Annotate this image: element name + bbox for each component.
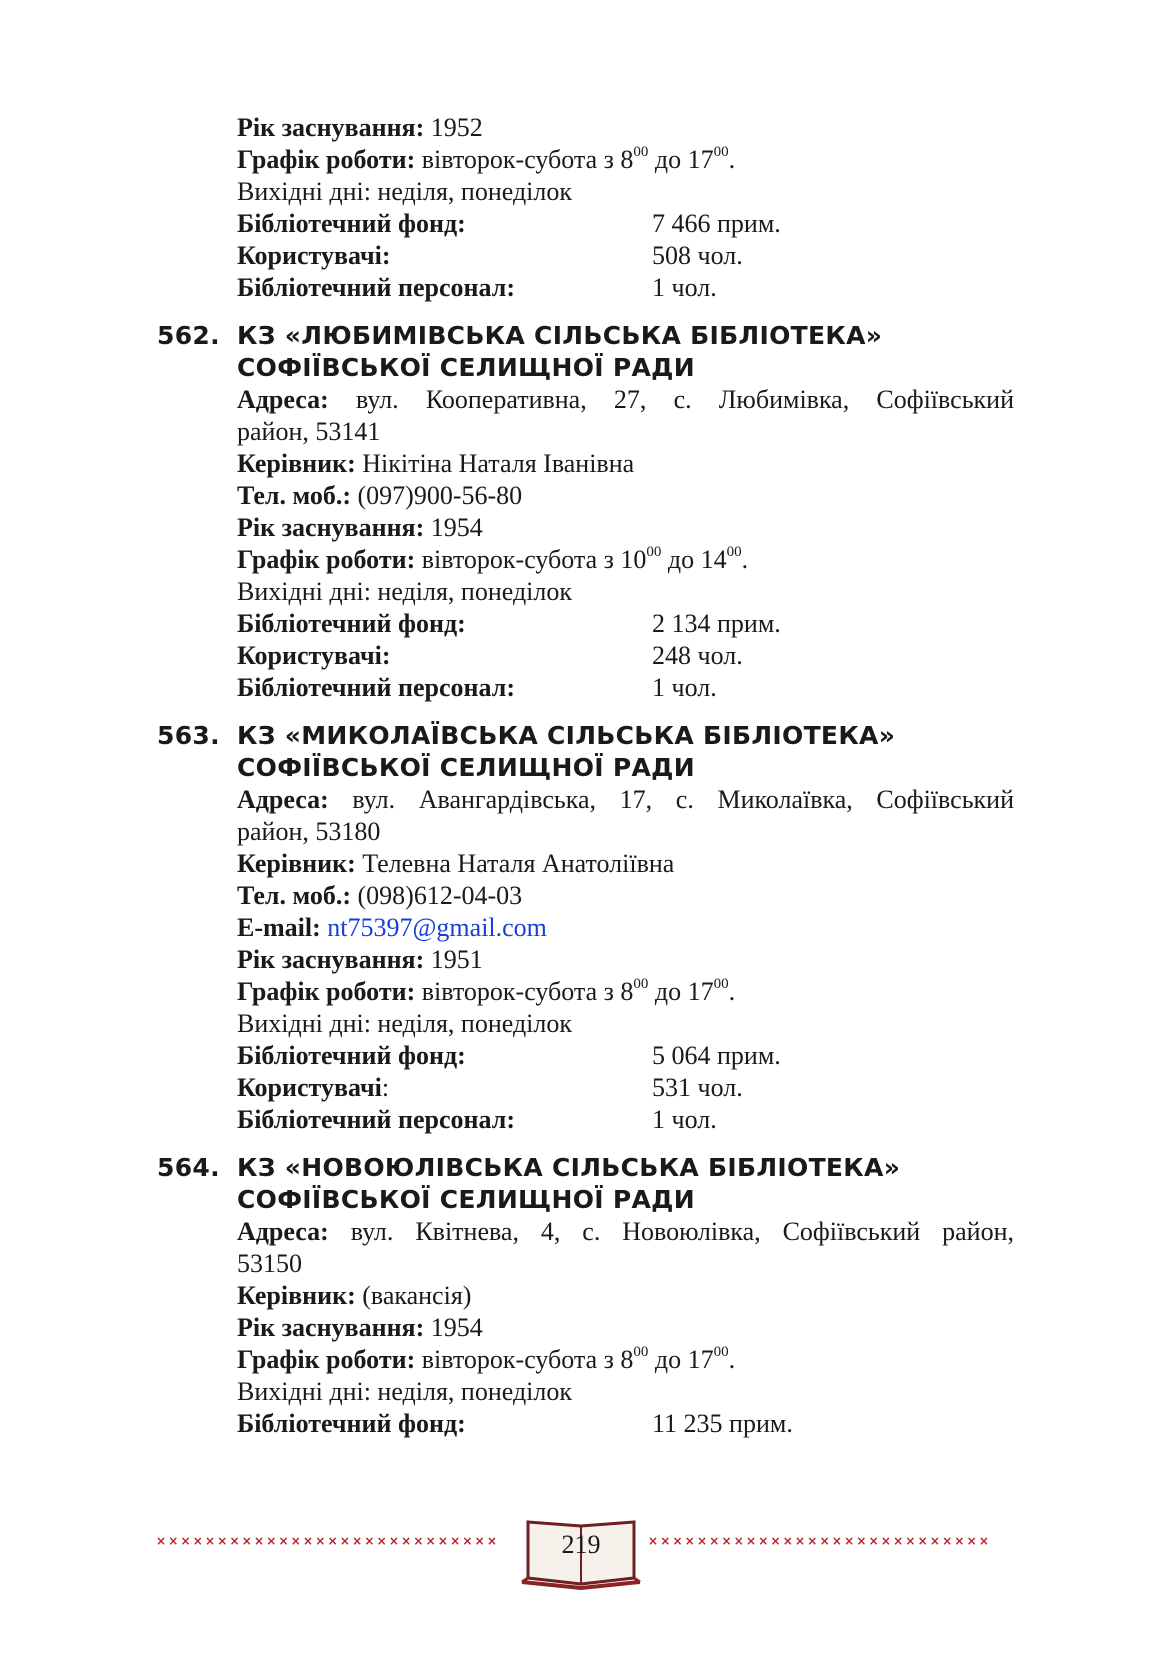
address-block [157,784,1014,848]
head-line: Керівник: Нікітіна Наталя Іванівна [237,449,635,478]
footer-ornament-left: ×××××××××××××××××××××××××××× [156,1534,500,1548]
address-line-2: район, 53180 [237,817,381,846]
days-off-line: Вихідні дні: неділя, понеділок [237,1377,573,1406]
page-number: 219 [561,1530,601,1559]
entry-heading-562-cont: СОФІЇВСЬКОЇ СЕЛИЩНОЇ РАДИ [237,353,695,382]
fund-line: Бібліотечний фонд: 5 064 прим. [237,1041,781,1070]
days-off-line: Вихідні дні: неділя, понеділок [237,1009,573,1038]
head-line: Керівник: Телевна Наталя Анатоліївна [237,849,675,878]
fund-line: Бібліотечний фонд: 11 235 прим. [237,1409,793,1438]
founded-line: Рік заснування: 1954 [237,513,483,542]
address-block [157,1216,1014,1280]
address-block [157,384,1014,448]
address-line-1: Адреса: вул. Квітнева, 4, с. Новоюлівка, Софіївський район, [237,1217,1014,1246]
fund-line: Бібліотечний фонд: 7 466 прим. [237,209,781,238]
footer-ornament-right: ×××××××××××××××××××××××××××× [648,1534,992,1548]
staff-line: Бібліотечний персонал: 1 чол. [237,673,717,702]
staff-line: Бібліотечний персонал: 1 чол. [237,1105,717,1134]
founded-line: Рік заснування: 1952 [237,113,483,142]
address-line-2: 53150 [237,1249,302,1278]
entry-heading-563-cont: СОФІЇВСЬКОЇ СЕЛИЩНОЇ РАДИ [237,753,695,782]
tel-line: Тел. моб.: (097)900-56-80 [237,481,523,510]
entry-heading-564-cont: СОФІЇВСЬКОЇ СЕЛИЩНОЇ РАДИ [237,1185,695,1214]
fund-line: Бібліотечний фонд: 2 134 прим. [237,609,781,638]
founded-line: Рік заснування: 1951 [237,945,483,974]
entry-heading-564: 564. КЗ «НОВОЮЛІВСЬКА СІЛЬСЬКА БІБЛІОТЕКА» [157,1153,901,1182]
staff-line: Бібліотечний персонал: 1 чол. [237,273,717,302]
schedule-line: Графік роботи: вівторок-субота з $8^{00}$ до $17^{00}$. [237,144,736,174]
entry-heading-562: 562. КЗ «ЛЮБИМІВСЬКА СІЛЬСЬКА БІБЛІОТЕКА» [157,321,883,350]
days-off-line: Вихідні дні: неділя, понеділок [237,577,573,606]
users-line: Користувачі: 248 чол. [237,641,743,670]
email-line: E-mail: nt75397@gmail.com [237,913,547,942]
days-off-line: Вихідні дні: неділя, понеділок [237,177,573,206]
entry-heading-563: 563. КЗ «МИКОЛАЇВСЬКА СІЛЬСЬКА БІБЛІОТЕКА» [157,721,896,750]
schedule-line: Графік роботи: вівторок-субота з $8^{00}$ до $17^{00}$. [237,976,736,1006]
address-line-2: район, 53141 [237,417,381,446]
schedule-line: Графік роботи: вівторок-субота з $8^{00}$ до $17^{00}$. [237,1344,736,1374]
schedule-line: Графік роботи: вівторок-субота з $10^{00}$ до $14^{00}$. [237,544,749,574]
users-line: Користувачі: 531 чол. [237,1073,743,1102]
head-line: Керівник: (вакансія) [237,1281,472,1310]
page-footer [0,1512,1170,1592]
address-line-1: Адреса: вул. Кооперативна, 27, с. Любимівка, Софіївський [237,385,1015,414]
address-line-1: Адреса: вул. Авангардівська, 17, с. Миколаївка, Софіївський [237,785,1015,814]
users-line: Користувачі: 508 чол. [237,241,743,270]
founded-line: Рік заснування: 1954 [237,1313,483,1342]
tel-line: Тел. моб.: (098)612-04-03 [237,881,523,910]
page-content [157,112,1017,1440]
email-link[interactable]: nt75397@gmail.com [327,913,547,942]
